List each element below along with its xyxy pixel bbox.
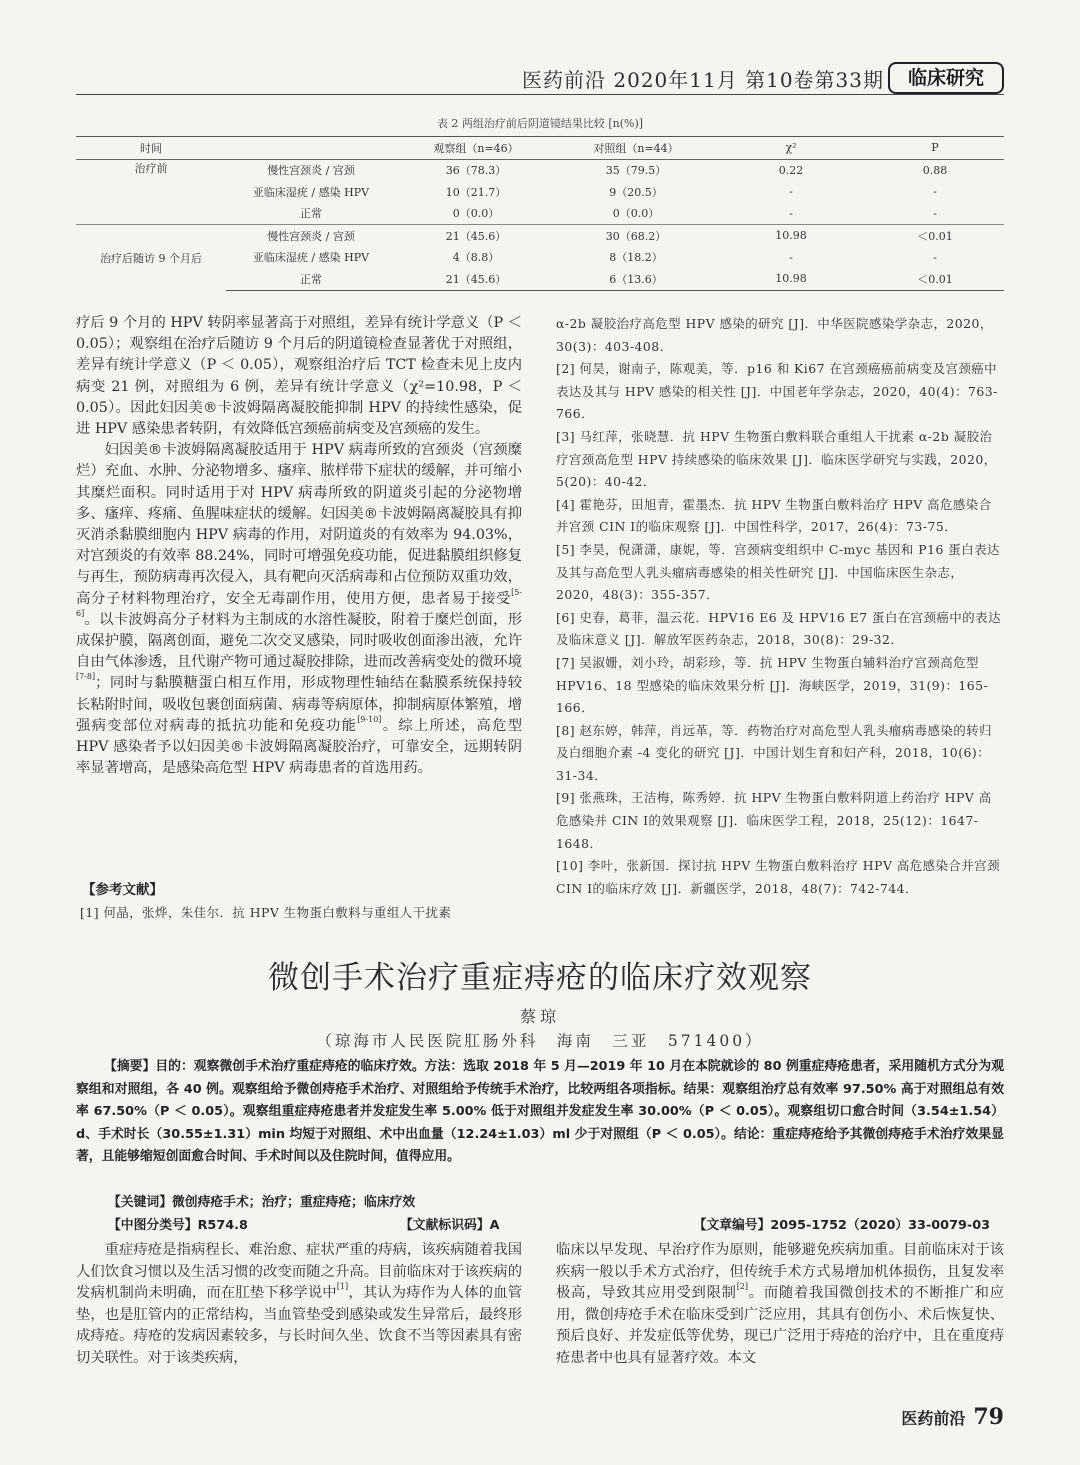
- classification-number: [108, 1214, 248, 1233]
- table-cell: 慢性宫颈炎 / 宫颈: [226, 225, 396, 247]
- table-cell: 35（79.5）: [605, 164, 667, 178]
- text-run: ，其认为痔作为人体的血管垫，也是肛管内的正常结构，当血管垫受到感染或发生异常后，最终形成痔疮。痔疮的发病因素较多，与长时间久坐、饮食不当等因素具有密切关联性。对于该类疾病，: [76, 1285, 523, 1366]
- table-cell: 慢性宫颈炎 / 宫颈: [267, 164, 355, 178]
- reference-item: [3] 马红萍，张晓慧．抗 HPV 生物蛋白敷料联合重组人干扰素 α-2b 凝胶治疗宫颈高危型 HPV 持续感染的临床效果 [J]．临床医学研究与实践，2020，5(20)：40-42．: [556, 428, 997, 490]
- table-cell: 21（45.6）: [396, 268, 556, 290]
- reference-item: [4] 霍艳芬，田旭青，霍墨杰．抗 HPV 生物蛋白敷料治疗 HPV 高危感染合并宫颈 CIN Ⅰ的临床观察 [J]．中国性科学，2017，26(4)：73-75．: [556, 496, 992, 535]
- reference-item: [10] 李叶，张新国．探讨抗 HPV 生物蛋白敷料治疗 HPV 高危感染合并宫颈 CIN Ⅰ的临床疗效 [J]．新疆医学，2018，48(7)：742-744．: [556, 858, 1000, 896]
- keywords: [108, 1191, 415, 1210]
- page-footer: [901, 1404, 1004, 1430]
- article-body-left: [76, 1240, 522, 1370]
- class-value: R574.8: [197, 1218, 248, 1233]
- table-cell: -: [789, 250, 793, 264]
- table-cell: 10.98: [716, 225, 866, 247]
- table-cell: -: [933, 250, 937, 264]
- article-author: 蔡琼: [519, 1007, 560, 1026]
- paragraph: [76, 440, 522, 779]
- footer-journal: 医药前沿: [901, 1409, 966, 1428]
- references-list: [556, 313, 1004, 900]
- header-time: 时间: [76, 137, 226, 160]
- table-caption: 表 2 两组治疗前后阴道镜结果比较 [n(%)]: [436, 117, 644, 130]
- paragraph: [76, 1240, 522, 1370]
- header-rule: [76, 94, 1004, 95]
- table-cell: 36（78.3）: [445, 164, 507, 178]
- left-column: [76, 313, 522, 779]
- table-cell: -: [933, 206, 937, 220]
- group-time: 治疗前: [134, 161, 168, 175]
- text-run: 。而随着我国微创技术的不断推广和应用，微创痔疮手术在临床受到广泛应用，其具有创伤小、术后恢复快、预后良好、并发症低等优势，现已广泛用于痔疮的治疗中，且在重度痔疮患者中也具有显著疗效。本文: [556, 1285, 1005, 1366]
- table-cell: 10.98: [716, 268, 866, 290]
- reference-item: [9] 张燕珠，王洁梅，陈秀婷．抗 HPV 生物蛋白敷料阴道上药治疗 HPV 高危感染并 CIN Ⅰ的效果观察 [J]．临床医学工程，2018，25(12)：1647-1648．: [556, 790, 992, 851]
- table-cell: 4（8.8）: [452, 251, 500, 265]
- reference-item: [6] 史春，葛菲，温云花．HPV16 E6 及 HPV16 E7 蛋白在宫颈癌中的表达及临床意义 [J]．解放军医药杂志，2018，30(8)：29-32．: [556, 609, 1001, 648]
- table-header-row: [76, 137, 1004, 160]
- page-number: 79: [973, 1404, 1004, 1430]
- running-header: [0, 60, 1080, 96]
- class-label: 【中图分类号】: [108, 1218, 198, 1233]
- table-cell: 亚临床湿疣 / 感染 HPV: [252, 251, 370, 265]
- keywords-text: 微创痔疮手术；治疗；重症痔疮；临床疗效: [171, 1195, 416, 1210]
- text-run: 重症痔疮是指病程长、难治愈、症状严重的痔病，该疾病随着我国人们饮食习惯以及生活习惯的改变而随之升高。目前临床对于该疾病的发病机制尚未明确，而在肛垫下移学说中: [76, 1242, 522, 1302]
- articleno-label: 【文章编号】: [693, 1218, 771, 1233]
- journal-issue: 医药前沿 2020年11月 第10卷第33期: [522, 68, 884, 92]
- section-badge: 临床研究: [888, 62, 1004, 94]
- text-run: 。以卡波姆高分子材料为主制成的水溶性凝胶，附着于糜烂创面，形成保护膜，隔离创面，避免二次交叉感染，同时吸收创面渗出液，允许自由气体渗透，且代谢产物可通过凝胶排除，进而改善病变处的微环境: [76, 611, 522, 671]
- reference-item: [8] 赵东婷，韩萍，肖远革，等．药物治疗对高危型人乳头瘤病毒感染的转归及白细胞介素 -4 变化的研究 [J]．中国计划生育和妇产科，2018，10(6)：31-34．: [556, 722, 992, 783]
- table-cell: ＜0.01: [866, 268, 1004, 290]
- reference-item: [2] 何昊，谢南子，陈观美，等．p16 和 Ki67 在宫颈癌癌前病变及宫颈癌中表达及其与 HPV 感染的相关性 [J]．中国老年学杂志，2020，40(4)：763-766．: [556, 361, 998, 422]
- table-cell: 0.22: [778, 163, 804, 177]
- table-cell: 6（13.6）: [556, 268, 716, 290]
- table-cell: 0.88: [922, 163, 948, 177]
- article-number: [694, 1214, 990, 1233]
- table-cell: 0（0.0）: [452, 207, 500, 221]
- citation: [5-6]: [76, 587, 522, 618]
- text-run: 。综上所述，高危型 HPV 感染者予以妇因美®卡波姆隔离凝胶治疗，可靠安全，远期转阴率显著增高，是感染高危型 HPV 病毒患者的首选用药。: [76, 717, 522, 777]
- header-category: [226, 137, 396, 160]
- reference-item: [1] 何晶，张烨，朱佳尔．抗 HPV 生物蛋白敷料与重组人干扰素: [80, 905, 452, 920]
- header-observation: 观察组（n=46）: [396, 137, 556, 160]
- article-body-right: [556, 1240, 1004, 1370]
- reference-item: α-2b 凝胶治疗高危型 HPV 感染的研究 [J]．中华医院感染学杂志，2020，30(3)：403-408．: [556, 316, 993, 354]
- table-cell: -: [933, 185, 937, 199]
- table-cell: 8（18.2）: [609, 251, 663, 265]
- citation: [2]: [736, 1282, 749, 1292]
- citation: [9-10]: [357, 714, 382, 724]
- citation: [1]: [336, 1282, 349, 1292]
- table-cell: 10（21.7）: [445, 185, 507, 199]
- abstract: [76, 1056, 1004, 1169]
- text-run: 妇因美®卡波姆隔离凝胶适用于 HPV 病毒所致的宫颈炎（宫颈糜烂）充血、水肿、分泌物增多、瘙痒、脓样带下症状的缓解，并可缩小其糜烂面积。同时适用于对 HPV 病毒所致的阴道炎引起的分泌物增多、瘙痒、疼痛、鱼腥味症状的缓解。妇因美®卡波姆隔离凝胶具有抑灭消杀黏膜细胞内 HPV 病毒的作用，对阴道炎的有效率为 94.03%，对宫颈炎的有效率 88.24%，同时可增强免疫功能，促进黏膜组织修复与再生，预防病毒再次侵入，具有靶向灭活病毒和占位预防双重功效，高分子材料物理治疗，安全无毒副作用，使用方便，患者易于接受: [76, 442, 522, 607]
- header-p: P: [866, 137, 1004, 160]
- paragraph: [556, 1240, 1004, 1370]
- table-cell: 30（68.2）: [556, 225, 716, 247]
- table-cell: -: [789, 185, 793, 199]
- table-cell: 亚临床湿疣 / 感染 HPV: [252, 185, 370, 199]
- table-cell: 正常: [226, 268, 396, 290]
- table-cell: -: [789, 206, 793, 220]
- abstract-label: 【摘要】: [104, 1059, 156, 1074]
- group-time: 治疗后随访 9 个月后: [76, 225, 226, 291]
- doc-label: 【文献标识码】: [400, 1218, 490, 1233]
- table-cell: 正常: [300, 207, 322, 221]
- table-cell: 21（45.6）: [396, 225, 556, 247]
- header-chi: χ²: [716, 137, 866, 160]
- reference-item: [5] 李昊，倪潇潇，康妮，等．宫颈病变组织中 C-myc 基因和 P16 蛋白表达及其与高危型人乳头瘤病毒感染的相关性研究 [J]．中国临床医生杂志，2020，48(3)：355-357．: [556, 541, 1000, 603]
- results-table: [76, 136, 1004, 291]
- articleno-value: 2095-1752（2020）33-0079-03: [770, 1218, 990, 1233]
- references-heading: 【参考文献】: [82, 882, 163, 898]
- reference-item: [7] 吴淑姗，刘小玲，胡彩珍，等．抗 HPV 生物蛋白辅料治疗宫颈高危型 HPV16、18 型感染的临床效果分析 [J]．海峡医学，2019，31(9)：165-166．: [556, 654, 989, 716]
- table-cell: 0（0.0）: [612, 207, 660, 221]
- text-run: 临床以早发现、早治疗作为原则，能够避免疾病加重。目前临床对于该疾病一般以手术方式治疗，但传统手术方式易增加机体损伤，且复发率极高，导致其应用受到限制: [556, 1242, 1004, 1302]
- table-row: [76, 225, 1004, 247]
- table-row: [76, 159, 1004, 181]
- header-control: 对照组（n=44）: [556, 137, 716, 160]
- abstract-text: 目的：观察微创手术治疗重症痔疮的临床疗效。方法：选取 2018 年 5 月—2019 年 10 月在本院就诊的 80 例重症痔疮患者，采用随机方式分为观察组和对照组，各 40 例。观察组给予微创痔疮手术治疗、对照组给予传统手术治疗，比较两组各项指标。结果：观察组治疗总有效率 97.50% 高于对照组总有效率 67.50%（P ＜ 0.05）。观察组重症痔疮患者并发症发生率 5.00% 低于对照组并发症发生率 30.00%（P ＜ 0.05）。观察组切口愈合时间（3.54±1.54）d、手术时长（30.55±1.31）min 均短于对照组、术中出血量（12.24±1.03）ml 少于对照组（P ＜ 0.05）。结论：重症痔疮给予其微创痔疮手术治疗效果显著，且能够缩短创面愈合时间、手术时间以及住院时间，值得应用。: [76, 1059, 1004, 1164]
- document-code: [400, 1214, 499, 1233]
- article-affiliation: （琼海市人民医院肛肠外科 海南 三亚 571400）: [316, 1032, 764, 1050]
- table-cell: 9（20.5）: [609, 185, 663, 199]
- text-run: ；同时与黏膜糖蛋白相互作用，形成物理性轴结在黏膜系统保持较长粘附时间，吸收包裹创面病菌、病毒等病原体，抑制病原体繁殖，增强病变部位对病毒的抵抗功能和免疫功能: [76, 675, 522, 734]
- article-title: 微创手术治疗重症痔疮的临床疗效观察: [268, 960, 812, 996]
- citation: [7-8]: [76, 672, 96, 682]
- doc-value: A: [489, 1218, 500, 1233]
- paragraph: 疗后 9 个月的 HPV 转阴率显著高于对照组，差异有统计学意义（P ＜ 0.05）；观察组在治疗后随访 9 个月后的阴道镜检查显著优于对照组，差异有统计学意义（P ＜ 0.05），观察组治疗后 TCT 检查未见上皮内病变 21 例，对照组为 6 例，差异有统计学意义（χ²=10.98，P ＜ 0.05）。因此妇因美®卡波姆隔离凝胶能抑制 HPV 的持续性感染，促进 HPV 感染患者转阴，有效降低宫颈癌前病变及宫颈癌的发生。: [76, 315, 522, 438]
- table-cell: ＜0.01: [866, 225, 1004, 247]
- keywords-label: 【关键词】: [108, 1195, 172, 1210]
